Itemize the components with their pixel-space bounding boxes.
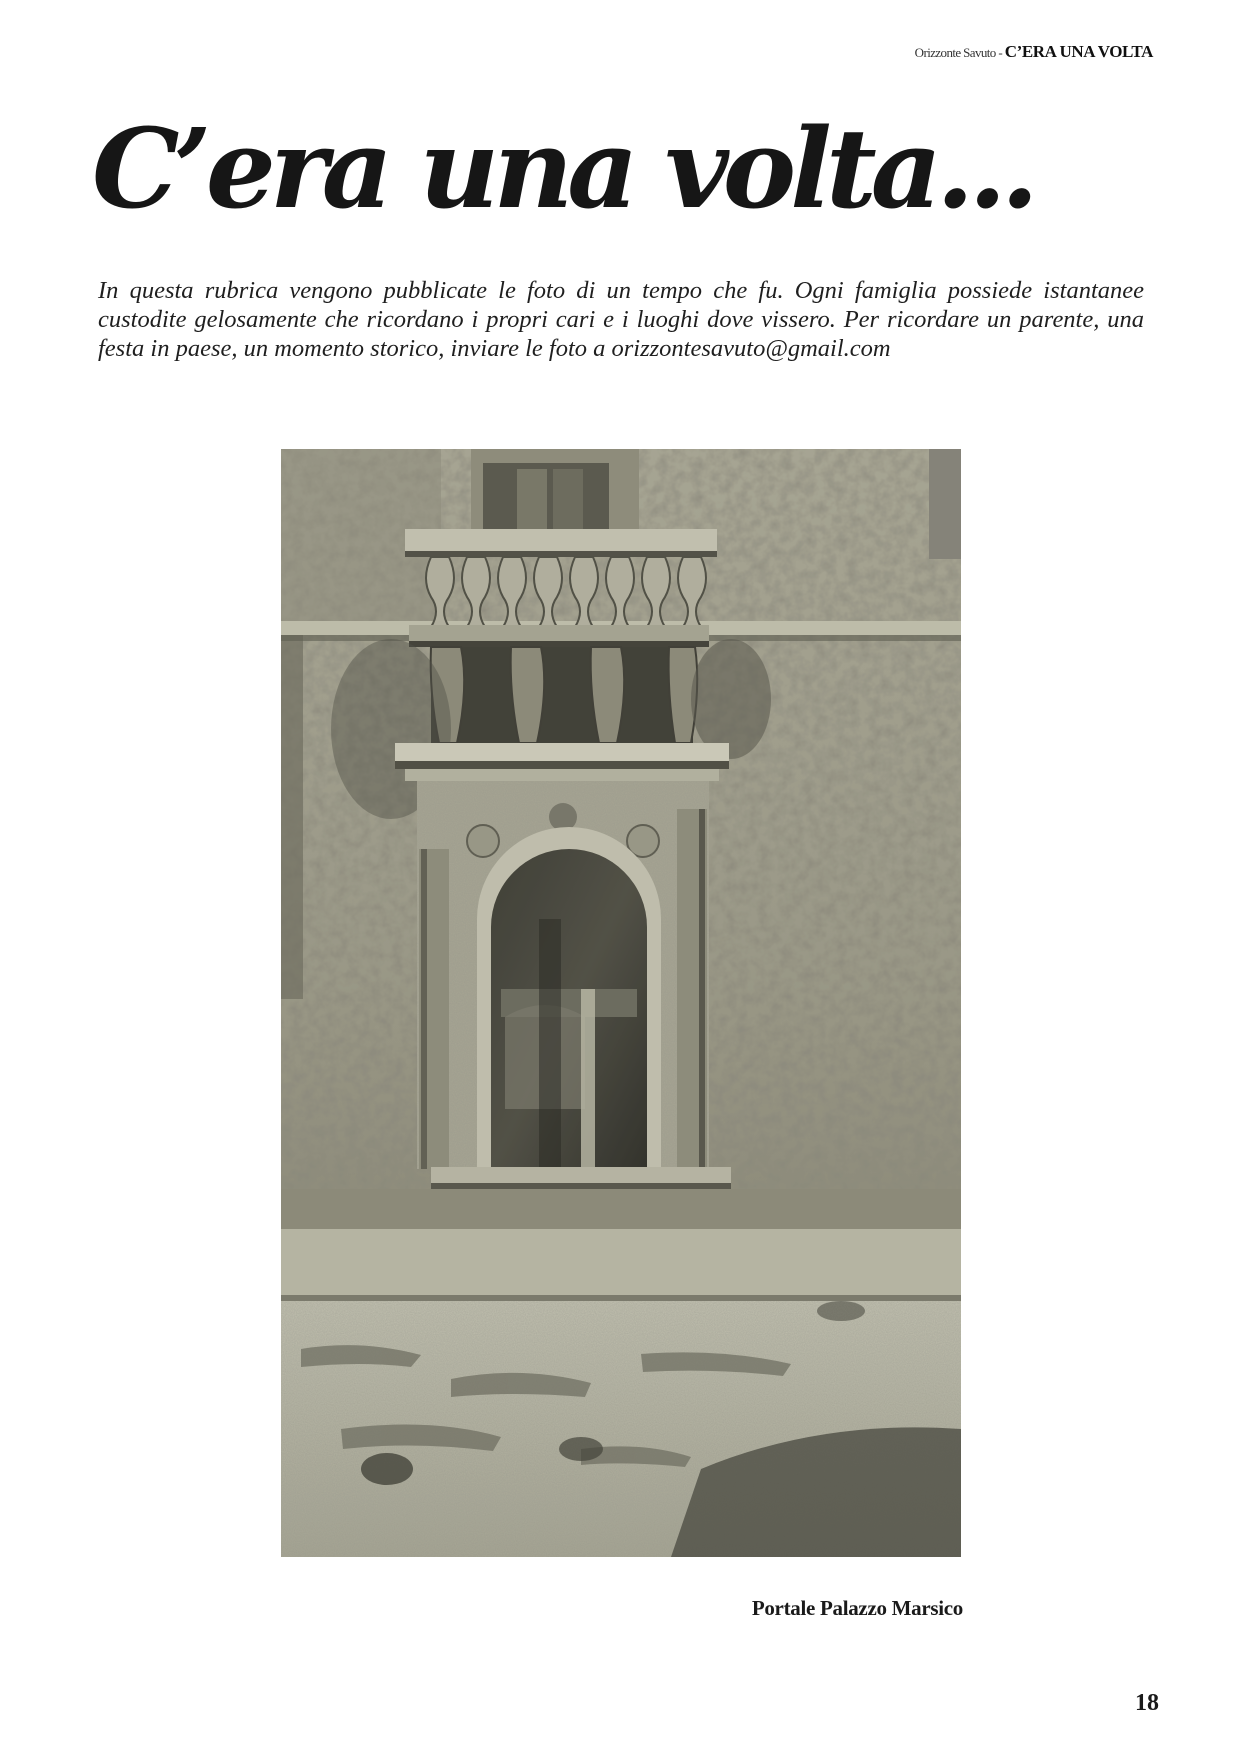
page-number: 18 [1135, 1690, 1159, 1716]
running-header [915, 42, 1153, 62]
palazzo-portal-photo [281, 449, 961, 1557]
section-name: C’ERA UNA VOLTA [1004, 42, 1153, 61]
publication-name: Orizzonte Savuto - [914, 45, 1005, 60]
photo-caption: Portale Palazzo Marsico [751, 1596, 963, 1620]
intro-paragraph: In questa rubrica vengono pubblicate le foto di un tempo che fu. Ogni famiglia possiede istantanee custodite gelosamente che ricordano i propri cari e i luoghi dove vissero. Per ricordare un parente, una festa in paese, un momento storico, inviare le foto a orizzontesavuto@gmail.com [98, 277, 1144, 362]
archival-photo [281, 449, 961, 1557]
page-title: C’era una volta... [92, 104, 1033, 233]
